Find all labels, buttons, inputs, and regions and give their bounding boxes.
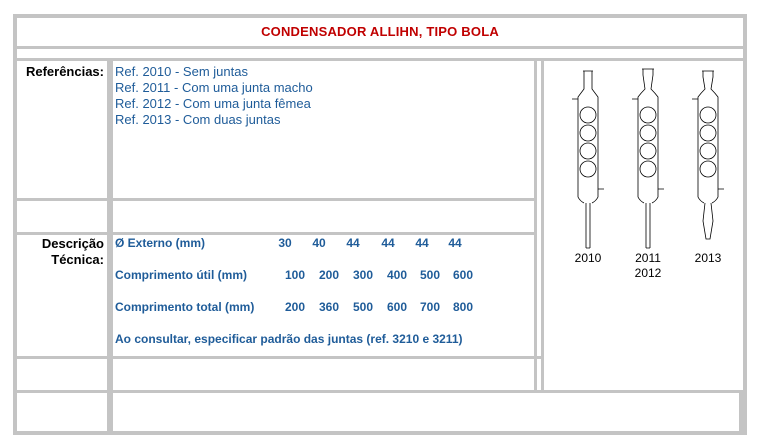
spec-note: Ao consultar, especificar padrão das juntas (ref. 3210 e 3211) [115, 332, 463, 346]
util-value: 100 [284, 268, 306, 282]
spacer-row [17, 49, 743, 58]
descricao-label-line1: Descrição [41, 236, 104, 251]
caption-2011: 2011 [635, 251, 661, 265]
product-table [13, 14, 747, 435]
util-value: 200 [318, 268, 340, 282]
descricao-label-line2: Técnica: [51, 252, 104, 267]
condenser-2013-icon [692, 71, 724, 239]
externo-value: 44 [346, 236, 360, 250]
condenser-2011-icon [632, 69, 664, 248]
caption-2012: 2012 [634, 266, 662, 280]
label-spacer-2 [17, 359, 107, 390]
specs-cell [113, 235, 534, 356]
externo-value: 44 [415, 236, 429, 250]
referencias-label: Referências: [17, 61, 107, 198]
externo-value: 44 [381, 236, 395, 250]
content-spacer-1 [113, 201, 534, 232]
util-value: 600 [452, 268, 474, 282]
util-value: 500 [419, 268, 441, 282]
externo-value: 40 [312, 236, 326, 250]
condenser-illustration [544, 61, 743, 390]
label-spacer-1 [17, 201, 107, 232]
spec-total-label: Comprimento total (mm) [115, 300, 255, 314]
label-spacer-3 [17, 393, 107, 431]
total-value: 500 [352, 300, 374, 314]
spec-util-label: Comprimento útil (mm) [115, 268, 247, 282]
narrow-col-2 [537, 359, 541, 390]
condenser-2010-icon [572, 71, 604, 248]
descricao-label [17, 235, 107, 356]
page-title: CONDENSADOR ALLIHN, TIPO BOLA [17, 18, 743, 46]
caption-2013: 2013 [694, 251, 722, 265]
narrow-col [537, 61, 541, 356]
ref-2013: Ref. 2013 - Com duas juntas [115, 112, 281, 127]
ref-2010: Ref. 2010 - Sem juntas [115, 64, 248, 79]
util-value: 400 [386, 268, 408, 282]
total-value: 600 [386, 300, 408, 314]
total-value: 700 [419, 300, 441, 314]
content-spacer-2 [113, 359, 534, 390]
externo-value: 30 [278, 236, 292, 250]
total-value: 360 [318, 300, 340, 314]
total-value: 200 [284, 300, 306, 314]
ref-2012: Ref. 2012 - Com uma junta fêmea [115, 96, 311, 111]
product-image-cell [544, 61, 743, 390]
externo-value: 44 [448, 236, 462, 250]
util-value: 300 [352, 268, 374, 282]
ref-2011: Ref. 2011 - Com uma junta macho [115, 80, 313, 95]
total-value: 800 [452, 300, 474, 314]
caption-2010: 2010 [574, 251, 602, 265]
references-list [113, 61, 534, 198]
content-spacer-3 [113, 393, 739, 431]
spec-externo-label: Ø Externo (mm) [115, 236, 206, 250]
